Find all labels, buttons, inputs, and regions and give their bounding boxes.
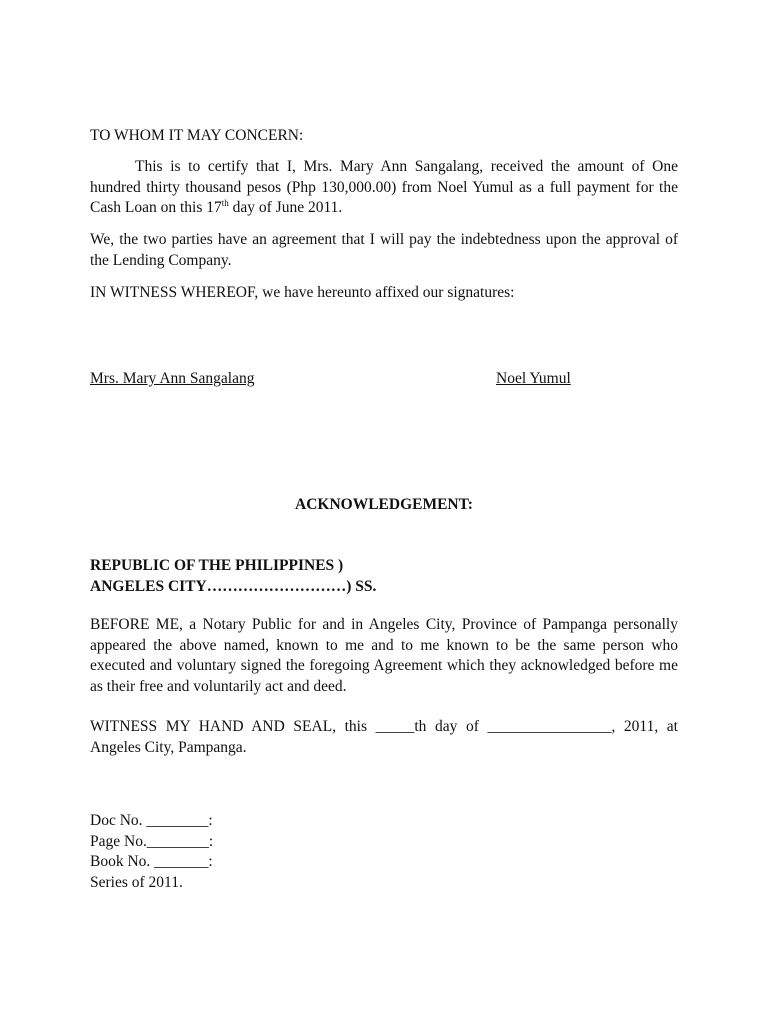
book-number-field: Book No. _______: — [90, 853, 213, 870]
certification-text: This is to certify that I, Mrs. Mary Ann Sangalang, received the amount of One hundred thirty thousand pesos (Php 130,000.00) from Noel Yumul as a full payment for the Cash Loan on this 17 — [90, 158, 678, 216]
venue-city: ANGELES CITY………………………) SS. — [90, 577, 377, 595]
venue-block — [90, 556, 678, 597]
doc-number-field: Doc No. ________: — [90, 812, 213, 829]
series-year: Series of 2011. — [90, 873, 183, 891]
certification-date-text: day of June 2011. — [228, 199, 343, 216]
page-number-field: Page No.________: — [90, 832, 214, 850]
ordinal-suffix: th — [221, 198, 229, 208]
witness-whereof-line: IN WITNESS WHEREOF, we have hereunto affixed our signatures: — [90, 284, 515, 301]
certification-paragraph — [90, 157, 678, 219]
acknowledgement-heading: ACKNOWLEDGEMENT: — [295, 496, 473, 513]
signature-name-yumul: Noel Yumul — [496, 370, 571, 387]
salutation: TO WHOM IT MAY CONCERN: — [90, 127, 304, 144]
notary-appearance-paragraph: BEFORE ME, a Notary Public for and in Angeles City, Province of Pampanga personally appeared the above named, known to me and to me known to be the same person who executed and voluntary signed the foregoing Agreement which they acknowledged before me as their free and voluntarily act and deed. — [90, 616, 678, 695]
notarial-register — [90, 811, 678, 893]
witness-seal-paragraph: WITNESS MY HAND AND SEAL, this _____th day of ________________, 2011, at Angeles City, Pampanga. — [90, 718, 678, 756]
venue-republic: REPUBLIC OF THE PHILIPPINES ) — [90, 557, 344, 574]
agreement-paragraph: We, the two parties have an agreement that I will pay the indebtedness upon the approval of the Lending Company. — [90, 231, 678, 269]
signature-name-sangalang: Mrs. Mary Ann Sangalang — [90, 370, 255, 387]
